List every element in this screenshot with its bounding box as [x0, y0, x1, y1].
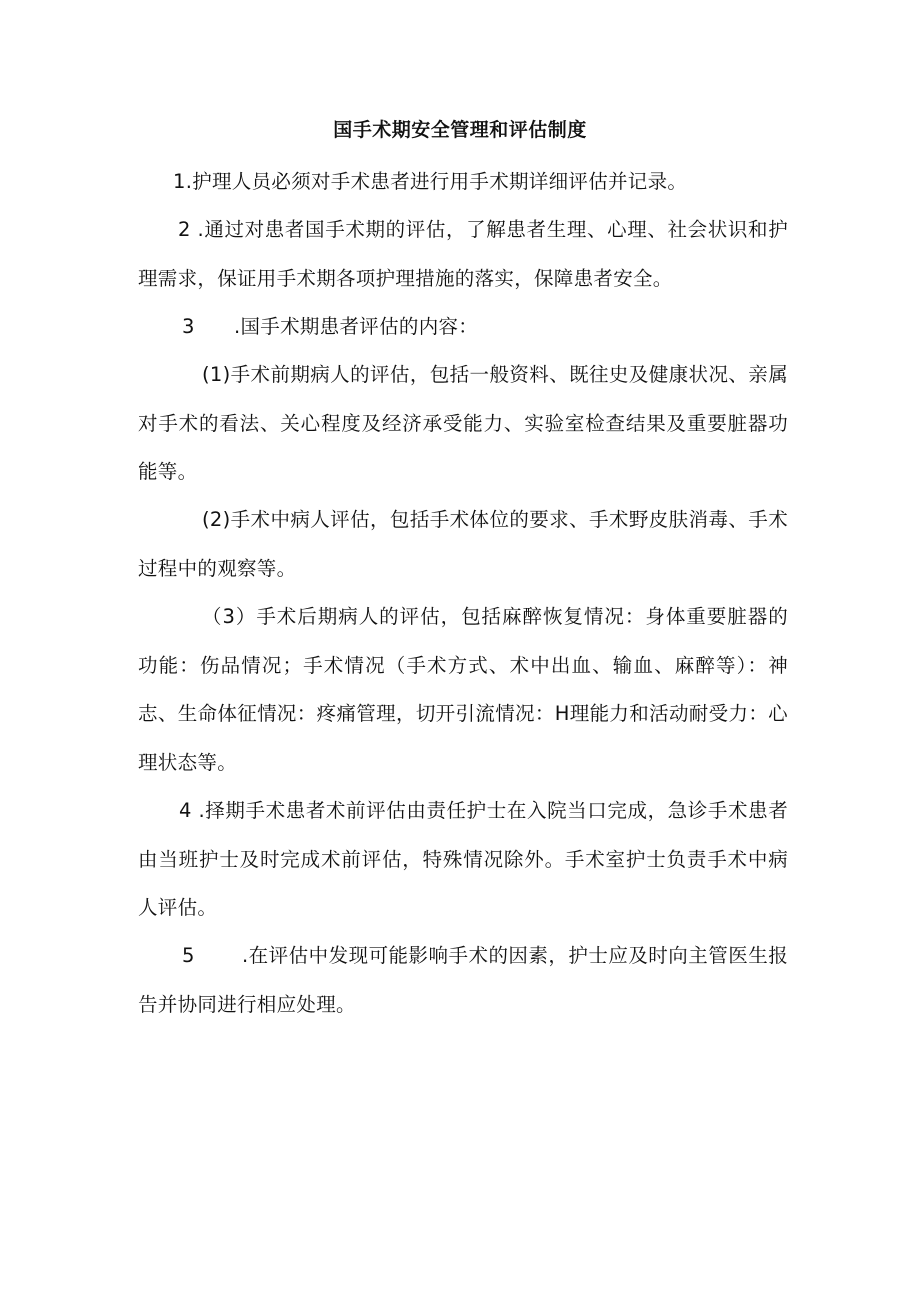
paragraph-3-text: .国手术期患者评估的内容：: [234, 315, 479, 338]
paragraph-3-item-2: (2)手术中病人评估，包括手术体位的要求、手术野皮肤消毒、手术过程中的观察等。: [138, 508, 788, 580]
paragraph-5-number: 5: [182, 944, 195, 967]
paragraph-4: 4 .择期手术患者术前评估由责任护士在入院当口完成，急诊手术患者由当班护士及时完成术前评估，特殊情况除外。手术室护士负责手术中病人评估。: [138, 799, 788, 919]
paragraph-5: [138, 932, 788, 1029]
paragraph-3-item-3: （3）手术后期病人的评估，包括麻醉恢复情况：身体重要脏器的功能：伤品情况；手术情况（手术方式、术中出血、输血、麻醉等）：神志、生命体征情况：疼痛管理，切开引流情况：H理能力和活动耐受力：心理状态等。: [138, 605, 788, 774]
paragraph-5-text: .在评估中发现可能影响手术的因素，护士应及时向主管医生报告并协同进行相应处理。: [138, 944, 788, 1016]
paragraph-3-item-1: (1)手术前期病人的评估，包括一般资料、既往史及健康状况、亲属对手术的看法、关心程度及经济承受能力、实验室检查结果及重要脏器功能等。: [138, 363, 788, 483]
paragraph-3-number: 3: [182, 315, 195, 338]
document-title: 国手术期安全管理和评估制度: [333, 119, 587, 141]
paragraph-1: 1.护理人员必须对手术患者进行用手术期详细评估并记录。: [173, 170, 688, 193]
paragraph-3: [138, 303, 788, 352]
paragraph-2: 2 .通过对患者国手术期的评估，了解患者生理、心理、社会状识和护理需求，保证用手术期各项护理措施的落实，保障患者安全。: [138, 218, 788, 290]
